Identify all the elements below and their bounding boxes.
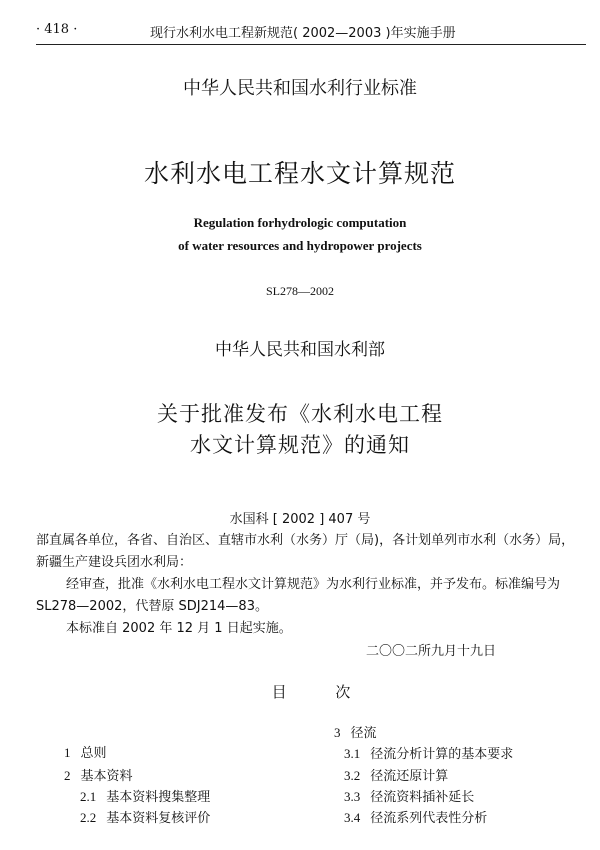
notice-body: 经审查，批准《水利水电工程水文计算规范》为水利行业标准，并予发布。标准编号为 SL278—2002，代替原 SDJ214—83。 xyxy=(36,577,561,614)
document-number: 水国科 [ 2002 ] 407 号 xyxy=(229,512,371,527)
toc-item-label: 基本资料搜集整理 xyxy=(106,790,211,805)
toc-item-number: 3 xyxy=(334,725,341,740)
toc-item-label: 径流分析计算的基本要求 xyxy=(370,747,514,762)
toc-item[interactable] xyxy=(344,765,448,784)
toc-item[interactable] xyxy=(334,722,377,741)
toc-item-number: 2.2 xyxy=(80,810,97,825)
notice-title-line-1: 关于批准发布《水利水电工程 xyxy=(157,402,443,426)
toc-item-label: 径流 xyxy=(350,726,377,741)
standard-organization: 中华人民共和国水利行业标准 xyxy=(183,78,417,99)
running-header-title: 现行水利水电工程新规范( 2002—2003 )年实施手册 xyxy=(150,26,456,41)
toc-item[interactable] xyxy=(344,807,487,826)
notice-recipients: 部直属各单位，各省、自治区、直辖市水利（水务）厅（局)，各计划单列市水利（水务）局，新疆生产建设兵团水利局： xyxy=(36,533,575,570)
toc-item[interactable] xyxy=(344,743,513,762)
toc-item[interactable] xyxy=(80,807,210,826)
toc-item-number: 3.4 xyxy=(344,810,361,825)
toc-item-label: 径流还原计算 xyxy=(370,769,449,784)
english-title-line-1: Regulation forhydrologic computation xyxy=(193,215,407,230)
toc-item-label: 基本资料 xyxy=(80,769,133,784)
toc-item[interactable] xyxy=(64,765,133,784)
ministry-name: 中华人民共和国水利部 xyxy=(215,340,385,360)
english-title-line-2: of water resources and hydropower projects xyxy=(178,238,422,253)
toc-item-number: 3.1 xyxy=(344,746,361,761)
toc-item-number: 2 xyxy=(64,768,71,783)
toc-item-label: 径流系列代表性分析 xyxy=(370,811,488,826)
toc-item-number: 3.3 xyxy=(344,789,361,804)
toc-item-number: 3.2 xyxy=(344,768,361,783)
toc-item-label: 基本资料复核评价 xyxy=(106,811,211,826)
toc-item[interactable] xyxy=(80,786,210,805)
toc-item-label: 径流资料插补延长 xyxy=(370,790,475,805)
notice-date: 二〇〇二所九月十九日 xyxy=(366,644,497,659)
toc-item-number: 2.1 xyxy=(80,789,97,804)
standard-title: 水利水电工程水文计算规范 xyxy=(143,159,456,188)
header-rule xyxy=(36,44,586,45)
notice-title-line-2: 水文计算规范》的通知 xyxy=(190,433,410,457)
toc-item-label: 总则 xyxy=(80,746,107,761)
standard-code: SL278—2002 xyxy=(265,284,334,298)
toc-item-number: 1 xyxy=(64,745,71,760)
toc-heading: 目 次 xyxy=(271,683,373,701)
page-number: · 418 · xyxy=(36,22,78,37)
notice-effective-date: 本标准自 2002 年 12 月 1 日起实施。 xyxy=(66,621,292,636)
toc-item[interactable] xyxy=(64,742,107,761)
toc-item[interactable] xyxy=(344,786,474,805)
